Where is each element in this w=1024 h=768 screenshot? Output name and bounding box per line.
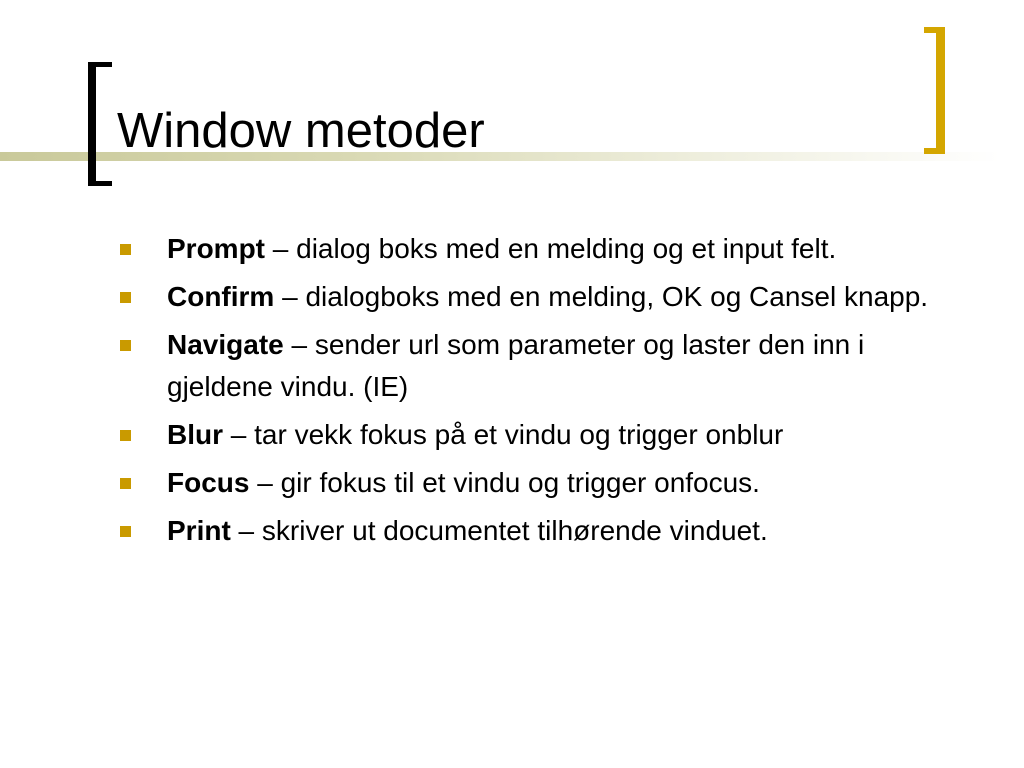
bullet-term: Blur [167,419,223,450]
bullet-term: Navigate [167,329,284,360]
bullet-list [118,228,958,558]
bullet-item-confirm [118,276,958,318]
left-bracket-top [88,62,112,67]
bullet-item-print [118,510,958,552]
square-bullet-icon [120,340,131,351]
bullet-item-blur [118,414,958,456]
right-bracket-top [924,27,945,33]
bullet-item-focus [118,462,958,504]
bullet-text: – dialogboks med en melding, OK og Cansel knapp. [274,281,929,312]
bullet-text: – sender url som parameter og laster den inn i gjeldene vindu. (IE) [167,329,865,402]
bullet-text: – tar vekk fokus på et vindu og trigger onblur [223,419,784,450]
bullet-text: – dialog boks med en melding og et input felt. [265,233,837,264]
bullet-term: Prompt [167,233,265,264]
square-bullet-icon [120,244,131,255]
square-bullet-icon [120,478,131,489]
left-bracket-stem [88,62,96,186]
square-bullet-icon [120,292,131,303]
right-bracket-stem [936,27,945,154]
bullet-item-navigate [118,324,958,408]
square-bullet-icon [120,526,131,537]
bullet-term: Focus [167,467,250,498]
bullet-text: – skriver ut documentet tilhørende vinduet. [230,515,768,546]
left-bracket-bottom [88,181,112,186]
square-bullet-icon [120,430,131,441]
bullet-term: Confirm [167,281,275,312]
right-bracket-bottom [924,148,945,154]
bullet-item-prompt [118,228,958,270]
bullet-text: – gir fokus til et vindu og trigger onfocus. [249,467,760,498]
slide-title: Window metoder [117,104,485,158]
bullet-term: Print [167,515,231,546]
